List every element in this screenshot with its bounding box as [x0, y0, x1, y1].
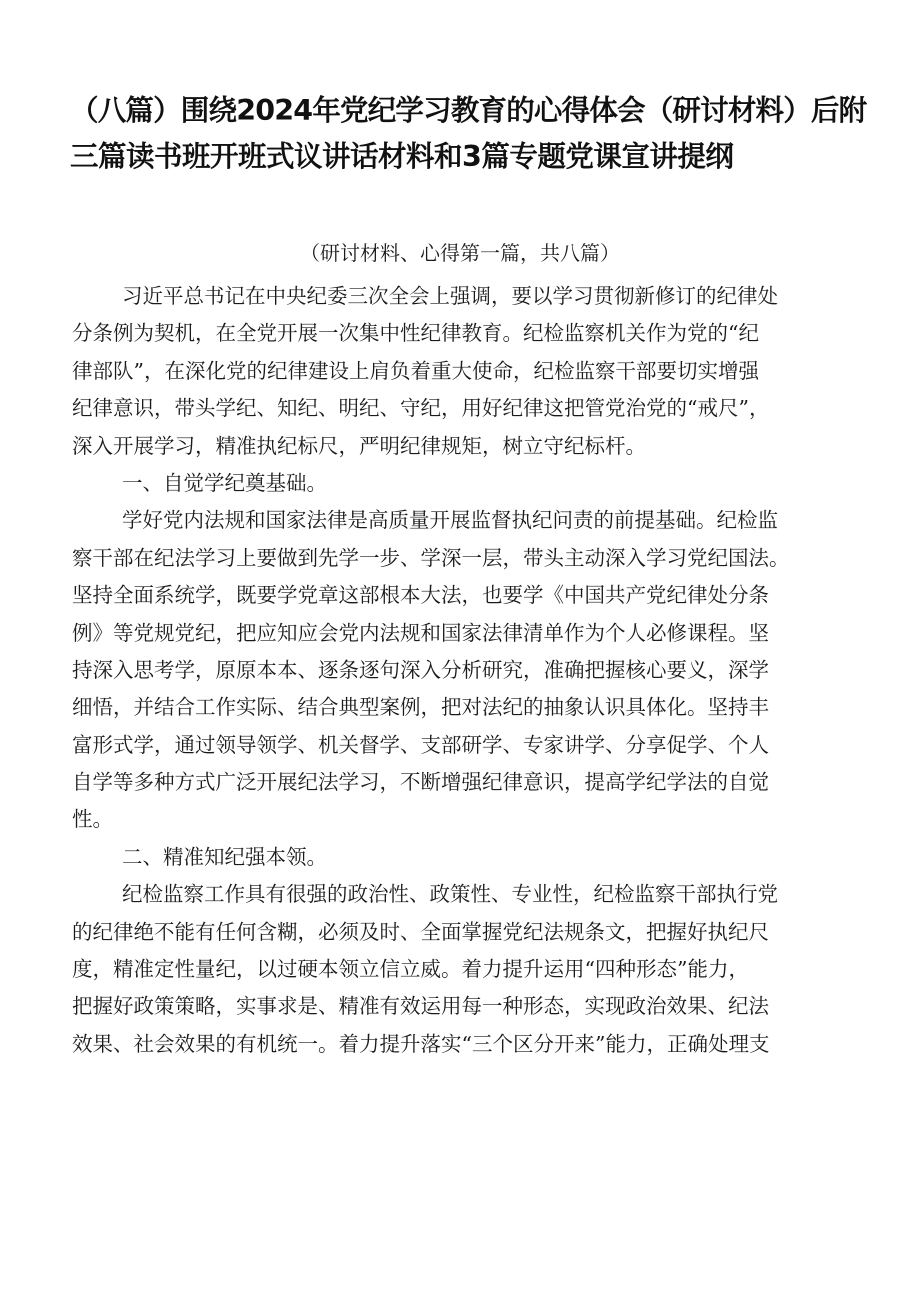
title-line: （八篇）围绕2024年党纪学习教育的心得体会（研讨材料）后附 — [70, 94, 867, 127]
text-line: 习近平总书记在中央纪委三次全会上强调，要以学习贯彻新修订的纪律处 — [122, 284, 778, 308]
section-heading — [72, 839, 872, 876]
title-line: 三篇读书班开班式议讲话材料和3篇专题党课宣讲提纲 — [70, 140, 734, 173]
text-line: 例》等党规党纪，把应知应会党内法规和国家法律清单作为个人必修课程。坚 — [72, 620, 769, 645]
text-line: 富形式学，通过领导领学、机关督学、支部研学、专家讲学、分享促学、个人 — [72, 732, 769, 757]
text-line: 律部队”，在深化党的纪律建设上肩负着重大使命，纪检监察干部要切实增强 — [72, 358, 759, 383]
text-line: 学好党内法规和国家法律是高质量开展监督执纪问责的前提基础。纪检监 — [122, 508, 778, 533]
paragraph — [72, 502, 872, 839]
text-line: 性。 — [72, 807, 113, 832]
text-line: 深入开展学习，精准执纪标尺，严明纪律规矩，树立守纪标杆。 — [72, 433, 646, 458]
paragraph — [72, 278, 872, 465]
text-line: 一、自觉学纪奠基础。 — [122, 470, 327, 495]
text-line: 二、精准知纪强本领。 — [122, 844, 327, 869]
text-line: 纪律意识，带头学纪、知纪、明纪、守纪，用好纪律这把管党治党的“戒尺”， — [72, 396, 770, 421]
document-title — [70, 88, 870, 180]
text-line: 持深入思考学，原原本本、逐条逐句深入分析研究，准确把握核心要义，深学 — [72, 657, 769, 682]
text-line: 坚持全面系统学，既要学党章这部根本大法，也要学《中国共产党纪律处分条 — [72, 583, 769, 608]
text-line: 细悟，并结合工作实际、结合典型案例，把对法纪的抽象认识具体化。坚持丰 — [72, 695, 769, 720]
text-line: 纪检监察工作具有很强的政治性、政策性、专业性，纪检监察干部执行党 — [122, 882, 778, 907]
document-body — [72, 278, 872, 1063]
text-line: 把握好政策策略，实事求是、精准有效运用每一种形态，实现政治效果、纪法 — [72, 994, 769, 1019]
text-line: 的纪律绝不能有任何含糊，必须及时、全面掌握党纪法规条文，把握好执纪尺 — [72, 919, 769, 944]
text-line: 度，精准定性量纪，以过硬本领立信立威。着力提升运用“四种形态”能力， — [72, 957, 749, 982]
text-line: 自学等多种方式广泛开展纪法学习，不断增强纪律意识，提高学纪学法的自觉 — [72, 770, 769, 795]
text-line: 效果、社会效果的有机统一。着力提升落实“三个区分开来”能力，正确处理支 — [72, 1031, 770, 1056]
text-line: 分条例为契机，在全党开展一次集中性纪律教育。纪检监察机关作为党的“纪 — [72, 321, 759, 346]
paragraph — [72, 876, 872, 1063]
section-heading — [72, 465, 872, 502]
text-line: 察干部在纪法学习上要做到先学一步、学深一层，带头主动深入学习党纪国法。 — [72, 545, 790, 570]
document-subtitle: （研讨材料、心得第一篇，共八篇） — [300, 241, 620, 265]
